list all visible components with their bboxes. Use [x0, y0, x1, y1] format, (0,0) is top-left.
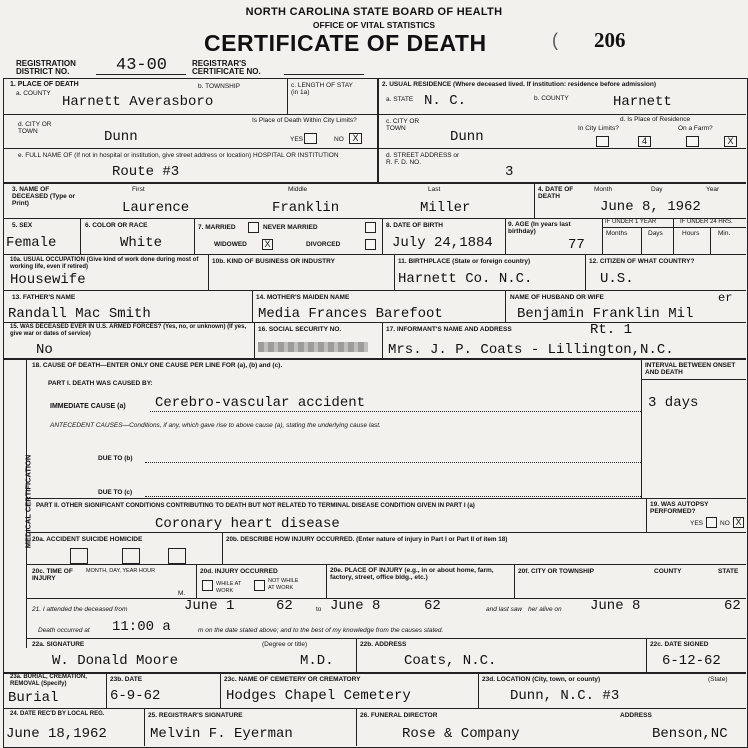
attend-to-year: 62 [424, 598, 441, 614]
first-label: First [132, 186, 145, 193]
first-name: Laurence [122, 200, 190, 216]
middle-label: Middle [288, 186, 308, 193]
hospital-value: Route #3 [112, 164, 180, 180]
city-value: Dunn [104, 129, 138, 145]
burial-location-label: 23d. LOCATION (City, town, or county) [482, 676, 601, 683]
part-two-value: Coronary heart disease [155, 516, 340, 532]
death-occurred-time: 11:00 a [112, 619, 171, 635]
attend-to-value: June 8 [330, 598, 381, 614]
while-at-work-checkbox[interactable] [202, 580, 213, 591]
injury-description-label: 20b. DESCRIBE HOW INJURY OCCURRED. (Enter nature of injury in Part I or Part II of item 18) [226, 536, 508, 543]
spouse-suffix: er [718, 291, 733, 305]
registration-district-value: 43-00 [116, 56, 168, 75]
death-occurred-label: Death occurred at [38, 627, 90, 634]
res-county-value: Harnett [613, 94, 672, 110]
date-of-death-value: June 8, 1962 [600, 199, 701, 215]
interval-label: INTERVAL BETWEEN ONSET AND DEATH [645, 362, 736, 376]
within-city-label: Is Place of Death Within City Limits? [252, 117, 357, 124]
last-seen-year: 62 [724, 598, 741, 614]
attend-from-year: 62 [276, 598, 293, 614]
month-label: Month [594, 186, 613, 193]
county-township-value: Harnett Averasboro [62, 94, 214, 110]
part-two-label: PART II. OTHER SIGNIFICANT CONDITIONS CONTRIBUTING TO DEATH BUT NOT RELATED TO TERMINAL DISEASE CONDITION GIVEN IN PART I (a) [36, 502, 475, 509]
injury-county-label: COUNTY [654, 568, 682, 575]
res-state-label: a. STATE [386, 96, 414, 103]
min-label: Min. [718, 230, 731, 237]
citizen-value: U.S. [600, 271, 634, 287]
immediate-cause-value: Cerebro-vascular accident [155, 395, 366, 411]
registrar-certificate-label: REGISTRAR'S CERTIFICATE NO. [192, 59, 261, 76]
certificate-title: CERTIFICATE OF DEATH [204, 30, 487, 56]
father-name-label: 13. FATHER'S NAME [12, 294, 76, 301]
autopsy-yes-label: YES [690, 520, 704, 527]
res-farm-label: On a Farm? [678, 125, 713, 132]
due-to-c-label: DUE TO (c) [98, 489, 133, 496]
burial-label: 23a. BURIAL, CREMATION, REMOVAL (Specify) [10, 674, 87, 687]
informant-rt: Rt. 1 [590, 322, 633, 338]
within-yes-checkbox[interactable] [304, 133, 317, 144]
funeral-director-value: Rose & Company [402, 726, 520, 742]
day-label: Day [651, 186, 663, 193]
interval-value: 3 days [648, 395, 699, 411]
handwritten-mark: ( [552, 30, 558, 50]
part-one-label: PART I. DEATH WAS CAUSED BY: [48, 380, 153, 387]
autopsy-yes-checkbox[interactable] [706, 517, 717, 528]
attend-from-value: June 1 [184, 598, 235, 614]
cemetery-label: 23c. NAME OF CEMETERY OR CREMATORY [224, 676, 361, 683]
burial-state-label: (State) [708, 676, 728, 683]
autopsy-label: 19. WAS AUTOPSY PERFORMED? [650, 501, 709, 515]
certificate-number: 206 [594, 28, 626, 52]
not-while-at-work-label: NOT WHILE AT WORK [268, 578, 299, 591]
funeral-address-label: ADDRESS [620, 712, 652, 719]
color-race-value: White [120, 235, 163, 251]
hours-label: Hours [682, 230, 700, 237]
registrar-signature-label: 25. REGISTRAR'S SIGNATURE [148, 712, 243, 719]
spouse-name-value: Benjamin Franklin Mil [517, 306, 694, 322]
under-one-year-label: IF UNDER 1 YEAR [605, 219, 657, 225]
within-no-checkbox[interactable]: X [349, 133, 362, 144]
birthplace-value: Harnett Co. N.C. [398, 271, 533, 287]
married-checkbox[interactable] [248, 222, 259, 233]
city-town-label: d. CITY OR TOWN [18, 121, 52, 135]
occupation-label: 10a. USUAL OCCUPATION (Give kind of work done during most of working life, even if retired) [10, 257, 199, 270]
business-label: 10b. KIND OF BUSINESS OR INDUSTRY [212, 258, 335, 265]
last-name: Miller [420, 200, 471, 216]
antecedent-causes-label: ANTECEDENT CAUSES—Conditions, if any, which gave rise to above cause (a), stating the underlying cause last. [50, 422, 381, 429]
funeral-address-value: Benson,NC [652, 726, 728, 742]
office-name: OFFICE OF VITAL STATISTICS [312, 20, 436, 30]
never-married-label: NEVER MARRIED [263, 224, 318, 231]
due-to-b-label: DUE TO (b) [98, 455, 133, 462]
attend-to-label: to [316, 606, 322, 613]
deceased-name-label: 3. NAME OF DECEASED (Type or Print) [12, 186, 76, 207]
res-state-value: N. C. [424, 93, 467, 109]
age-value: 77 [568, 237, 585, 253]
physician-address-label: 22b. ADDRESS [360, 641, 407, 648]
never-married-checkbox[interactable] [365, 222, 376, 233]
occupation-value: Housewife [10, 272, 86, 288]
last-seen-value: June 8 [590, 598, 641, 614]
degree-label: (Degree or title) [262, 641, 308, 648]
burial-location-value: Dunn, N.C. #3 [510, 688, 620, 704]
place-of-injury-label: 20e. PLACE OF INJURY (e.g., in or about home, farm, factory, street, office bldg., etc.) [330, 567, 494, 581]
registration-district-label: REGISTRATION DISTRICT NO. [16, 59, 76, 76]
ssn-redacted [258, 342, 368, 352]
informant-label: 17. INFORMANT'S NAME AND ADDRESS [386, 326, 512, 333]
length-of-stay-label: c. LENGTH OF STAY (in 1a) [291, 82, 353, 96]
accident-suicide-homicide-label: 20a. ACCIDENT SUICIDE HOMICIDE [32, 536, 143, 543]
res-limits-yes-checkbox[interactable] [596, 136, 609, 147]
res-city-value: Dunn [450, 129, 484, 145]
res-limits-no-checkbox[interactable]: 4 [638, 136, 651, 147]
cause-of-death-label: 18. CAUSE OF DEATH—ENTER ONLY ONE CAUSE PER LINE FOR (a), (b) and (c). [32, 362, 283, 369]
mother-name-label: 14. MOTHER'S MAIDEN NAME [256, 294, 350, 301]
spouse-name-label: NAME OF HUSBAND OR WIFE [510, 294, 604, 301]
widowed-checkbox[interactable]: X [262, 239, 273, 250]
accident-checkbox[interactable] [70, 548, 88, 564]
autopsy-no-checkbox[interactable]: X [733, 517, 744, 528]
last-seen-mid: her alive on [528, 606, 562, 613]
place-of-death-label: 1. PLACE OF DEATH [10, 81, 79, 88]
date-signed-label: 22c. DATE SIGNED [650, 641, 709, 648]
mother-name-value: Media Frances Barefoot [258, 306, 443, 322]
physician-address-value: Coats, N.C. [404, 653, 497, 669]
time-m-label: M. [178, 590, 186, 597]
cemetery-value: Hodges Chapel Cemetery [226, 688, 411, 704]
date-received-label: 24. DATE REC'D BY LOCAL REG. [10, 711, 105, 717]
usual-residence-label: 2. USUAL RESIDENCE (Where deceased lived. If institution: residence before admission) [382, 81, 657, 88]
county-label: a. COUNTY [16, 90, 51, 97]
autopsy-no-label: NO [720, 520, 730, 527]
ssn-label: 16. SOCIAL SECURITY NO. [258, 326, 342, 333]
armed-forces-label: 15. WAS DECEASED EVER IN U.S. ARMED FORCES? (Yes, no, or unknown) (If yes, give war or dates of service) [10, 324, 247, 337]
father-name-value: Randall Mac Smith [8, 306, 151, 322]
injury-occurred-label: 20d. INJURY OCCURRED [200, 568, 278, 575]
signature-value: W. Donald Moore [52, 653, 179, 669]
res-place-label: d. Is Place of Residence [620, 116, 691, 123]
time-of-injury-label: 20c. TIME OF INJURY [32, 568, 73, 582]
months-label: Months [606, 230, 628, 237]
year-label: Year [706, 186, 720, 193]
death-occurred-rest: m on the date stated above; and to the best of my knowledge from the causes stated. [198, 627, 444, 634]
color-race-label: 6. COLOR OR RACE [85, 222, 148, 229]
township-label: b. TOWNSHIP [198, 83, 241, 90]
date-of-birth-label: 8. DATE OF BIRTH [386, 222, 443, 229]
res-street-value: 3 [505, 164, 514, 180]
birthplace-label: 11. BIRTHPLACE (State or foreign country) [398, 258, 531, 265]
within-yes-label: YES [290, 136, 304, 143]
widowed-label: WIDOWED [214, 241, 247, 248]
hospital-label: e. FULL NAME OF (If not in hospital or institution, give street address or location) HOSPITAL OR INSTITUTION [18, 152, 339, 159]
sex-label: 5. SEX [12, 222, 33, 229]
married-label: 7. MARRIED [198, 224, 236, 231]
citizen-label: 12. CITIZEN OF WHAT COUNTRY? [589, 258, 695, 265]
res-farm-no-checkbox[interactable]: X [724, 136, 737, 147]
funeral-director-label: 26. FUNERAL DIRECTOR [360, 712, 438, 719]
date-of-death-label: 4. DATE OF DEATH [538, 186, 574, 200]
medical-certification-vertical: MEDICAL CERTIFICATION [23, 454, 33, 549]
divorced-label: DIVORCED [306, 241, 341, 248]
res-county-label: b. COUNTY [534, 95, 569, 102]
date-of-birth-value: July 24,1884 [392, 235, 493, 251]
last-seen-label: and last saw [486, 606, 523, 613]
time-subheader: MONTH, DAY, YEAR HOUR [86, 568, 156, 574]
not-while-at-work-checkbox[interactable] [254, 580, 265, 591]
res-city-limits-label: In City Limits? [578, 125, 619, 132]
res-city-label: c. CITY OR TOWN [386, 118, 420, 132]
within-no-label: NO [334, 136, 344, 143]
suicide-checkbox[interactable] [122, 548, 140, 564]
date-signed-value: 6-12-62 [662, 653, 721, 669]
homicide-checkbox[interactable] [168, 548, 186, 564]
burial-date-label: 23b. DATE [110, 676, 143, 683]
burial-value: Burial [8, 690, 59, 706]
informant-value: Mrs. J. P. Coats - Lillington,N.C. [388, 342, 674, 358]
res-farm-yes-checkbox[interactable] [686, 136, 699, 147]
sex-value: Female [6, 235, 57, 251]
while-at-work-label: WHILE AT WORK [216, 581, 242, 594]
immediate-cause-label: IMMEDIATE CAUSE (a) [50, 403, 126, 410]
under-24-hrs-label: IF UNDER 24 HRS. [680, 219, 733, 225]
signature-label: 22a. SIGNATURE [32, 641, 85, 648]
city-of-injury-label: 20f. CITY OR TOWNSHIP [518, 568, 594, 575]
degree-value: M.D. [300, 653, 334, 669]
last-label: Last [428, 186, 441, 193]
middle-name: Franklin [272, 200, 340, 216]
registrar-signature-value: Melvin F. Eyerman [150, 726, 293, 742]
age-label: 9. AGE (In years last birthday) [508, 221, 571, 235]
date-received-value: June 18,1962 [6, 726, 107, 742]
attendance-intro: 21. I attended the deceased from [32, 606, 128, 613]
divorced-checkbox[interactable] [365, 239, 376, 250]
res-street-label: d. STREET ADDRESS or R. F. D. NO. [386, 152, 460, 166]
board-name: NORTH CAROLINA STATE BOARD OF HEALTH [245, 6, 503, 18]
injury-state-label: STATE [718, 568, 739, 575]
days-label: Days [648, 230, 663, 237]
burial-date-value: 6-9-62 [110, 688, 161, 704]
armed-forces-value: No [36, 342, 53, 358]
